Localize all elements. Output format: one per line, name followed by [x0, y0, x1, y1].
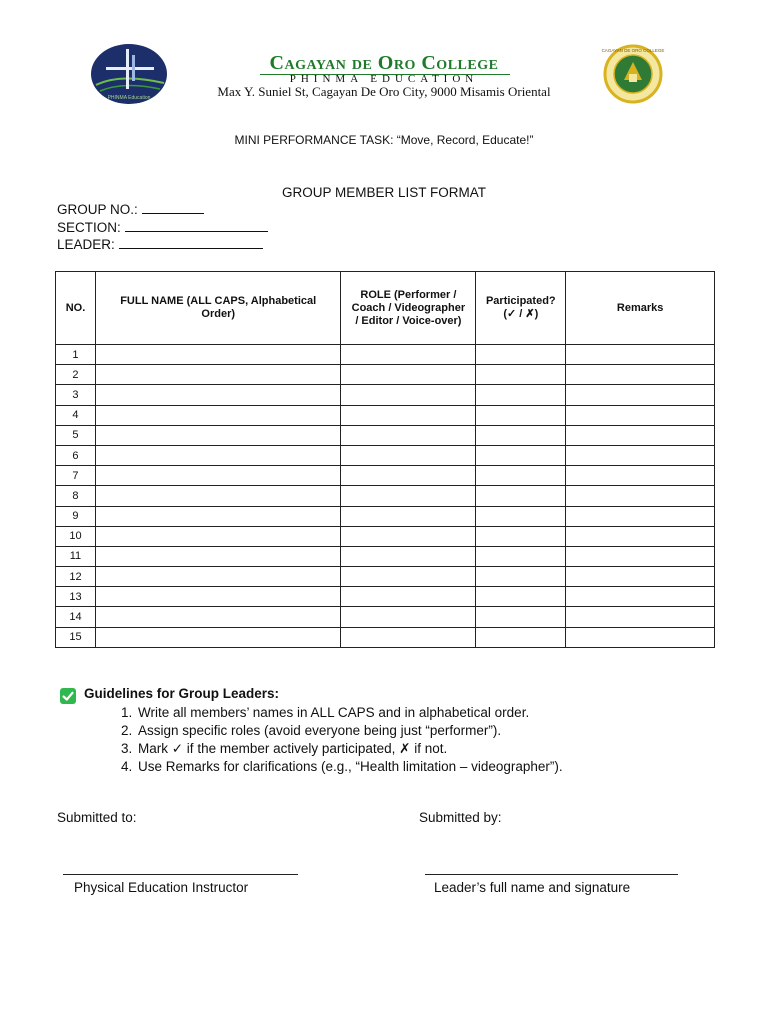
guideline-item: 3. Mark ✓ if the member actively participated, ✗ if not.	[136, 740, 736, 758]
full-name-cell[interactable]	[95, 567, 341, 587]
role-cell[interactable]	[341, 567, 476, 587]
role-cell[interactable]	[341, 365, 476, 385]
remarks-cell[interactable]	[566, 466, 715, 486]
instructor-signature-line[interactable]	[63, 874, 298, 875]
row-number: 5	[56, 425, 96, 445]
table-header-row	[56, 272, 715, 345]
table-row	[56, 627, 715, 647]
college-subtitle: PHINMA EDUCATION	[289, 73, 479, 85]
table-body	[56, 345, 715, 648]
table-row	[56, 486, 715, 506]
full-name-cell[interactable]	[95, 526, 341, 546]
remarks-cell[interactable]	[566, 385, 715, 405]
guidelines-list	[112, 704, 736, 776]
leader-field	[57, 236, 263, 253]
guideline-item: 4. Use Remarks for clarifications (e.g., “Health limitation – videographer”).	[136, 758, 736, 776]
role-cell[interactable]	[341, 587, 476, 607]
remarks-cell[interactable]	[566, 546, 715, 566]
participated-cell[interactable]	[476, 627, 566, 647]
table-row	[56, 607, 715, 627]
remarks-cell[interactable]	[566, 365, 715, 385]
guidelines-title: Guidelines for Group Leaders:	[84, 686, 280, 701]
check-icon	[60, 688, 76, 704]
participated-cell[interactable]	[476, 506, 566, 526]
row-number: 10	[56, 526, 96, 546]
table-row	[56, 567, 715, 587]
svg-text:CAGAYAN DE ORO COLLEGE: CAGAYAN DE ORO COLLEGE	[601, 48, 665, 53]
submitted-to-label: Submitted to:	[57, 810, 137, 825]
table-row	[56, 526, 715, 546]
row-number: 9	[56, 506, 96, 526]
full-name-cell[interactable]	[95, 486, 341, 506]
remarks-cell[interactable]	[566, 587, 715, 607]
remarks-cell[interactable]	[566, 425, 715, 445]
leader-caption: Leader’s full name and signature	[434, 880, 631, 895]
participated-cell[interactable]	[476, 486, 566, 506]
member-table	[55, 271, 715, 648]
remarks-cell[interactable]	[566, 405, 715, 425]
leader-blank[interactable]	[119, 236, 263, 249]
header-no: NO.	[56, 272, 96, 345]
row-number: 14	[56, 607, 96, 627]
table-row	[56, 345, 715, 365]
submitted-by-label: Submitted by:	[419, 810, 502, 825]
participated-cell[interactable]	[476, 607, 566, 627]
role-cell[interactable]	[341, 405, 476, 425]
table-row	[56, 506, 715, 526]
remarks-cell[interactable]	[566, 607, 715, 627]
remarks-cell[interactable]	[566, 506, 715, 526]
participated-cell[interactable]	[476, 445, 566, 465]
participated-cell[interactable]	[476, 546, 566, 566]
guideline-item: 1. Write all members’ names in ALL CAPS and in alphabetical order.	[136, 704, 736, 722]
table-row	[56, 546, 715, 566]
full-name-cell[interactable]	[95, 466, 341, 486]
row-number: 6	[56, 445, 96, 465]
phinma-logo	[90, 43, 168, 105]
participated-cell[interactable]	[476, 567, 566, 587]
college-address: Max Y. Suniel St, Cagayan De Oro City, 9000 Misamis Oriental	[217, 84, 551, 99]
guideline-item: 2. Assign specific roles (avoid everyone being just “performer”).	[136, 722, 736, 740]
remarks-cell[interactable]	[566, 445, 715, 465]
task-title: MINI PERFORMANCE TASK: “Move, Record, Educate!”	[234, 133, 534, 147]
full-name-cell[interactable]	[95, 627, 341, 647]
row-number: 8	[56, 486, 96, 506]
role-cell[interactable]	[341, 425, 476, 445]
remarks-cell[interactable]	[566, 486, 715, 506]
participated-cell[interactable]	[476, 405, 566, 425]
role-cell[interactable]	[341, 385, 476, 405]
table-row	[56, 365, 715, 385]
header-participated: Participated? (✓ / ✗)	[476, 272, 566, 345]
remarks-cell[interactable]	[566, 345, 715, 365]
participated-cell[interactable]	[476, 526, 566, 546]
table-row	[56, 445, 715, 465]
full-name-cell[interactable]	[95, 405, 341, 425]
row-number: 11	[56, 546, 96, 566]
row-number: 1	[56, 345, 96, 365]
leader-label: LEADER:	[57, 237, 119, 252]
role-cell[interactable]	[341, 445, 476, 465]
full-name-cell[interactable]	[95, 587, 341, 607]
full-name-cell[interactable]	[95, 506, 341, 526]
row-number: 7	[56, 466, 96, 486]
group-no-blank[interactable]	[142, 201, 204, 214]
participated-cell[interactable]	[476, 466, 566, 486]
row-number: 3	[56, 385, 96, 405]
header-remarks: Remarks	[566, 272, 715, 345]
role-cell[interactable]	[341, 466, 476, 486]
remarks-cell[interactable]	[566, 567, 715, 587]
table-row	[56, 587, 715, 607]
svg-text:PHINMA Education: PHINMA Education	[107, 95, 151, 101]
full-name-cell[interactable]	[95, 607, 341, 627]
section-field	[57, 219, 268, 236]
group-no-field	[57, 201, 204, 218]
row-number: 13	[56, 587, 96, 607]
role-cell[interactable]	[341, 607, 476, 627]
role-cell[interactable]	[341, 627, 476, 647]
section-label: SECTION:	[57, 220, 125, 235]
role-cell[interactable]	[341, 526, 476, 546]
header-full-name: FULL NAME (ALL CAPS, Alphabetical Order)	[95, 272, 341, 345]
table-row	[56, 385, 715, 405]
row-number: 12	[56, 567, 96, 587]
college-seal-logo	[592, 44, 674, 104]
participated-cell[interactable]	[476, 425, 566, 445]
remarks-cell[interactable]	[566, 526, 715, 546]
role-cell[interactable]	[341, 546, 476, 566]
participated-cell[interactable]	[476, 385, 566, 405]
section-blank[interactable]	[125, 219, 268, 232]
full-name-cell[interactable]	[95, 385, 341, 405]
participated-cell[interactable]	[476, 365, 566, 385]
full-name-cell[interactable]	[95, 365, 341, 385]
role-cell[interactable]	[341, 345, 476, 365]
row-number: 2	[56, 365, 96, 385]
list-title: GROUP MEMBER LIST FORMAT	[281, 185, 487, 200]
participated-cell[interactable]	[476, 345, 566, 365]
participated-cell[interactable]	[476, 587, 566, 607]
full-name-cell[interactable]	[95, 345, 341, 365]
college-name: Cagayan de Oro College	[269, 52, 499, 74]
instructor-caption: Physical Education Instructor	[74, 880, 249, 895]
table-row	[56, 425, 715, 445]
leader-signature-line[interactable]	[425, 874, 678, 875]
row-number: 4	[56, 405, 96, 425]
full-name-cell[interactable]	[95, 445, 341, 465]
remarks-cell[interactable]	[566, 627, 715, 647]
full-name-cell[interactable]	[95, 546, 341, 566]
full-name-cell[interactable]	[95, 425, 341, 445]
row-number: 15	[56, 627, 96, 647]
role-cell[interactable]	[341, 486, 476, 506]
header-role: ROLE (Performer / Coach / Videographer / Editor / Voice-over)	[341, 272, 476, 345]
role-cell[interactable]	[341, 506, 476, 526]
table-row	[56, 405, 715, 425]
table-row	[56, 466, 715, 486]
group-no-label: GROUP NO.:	[57, 202, 142, 217]
